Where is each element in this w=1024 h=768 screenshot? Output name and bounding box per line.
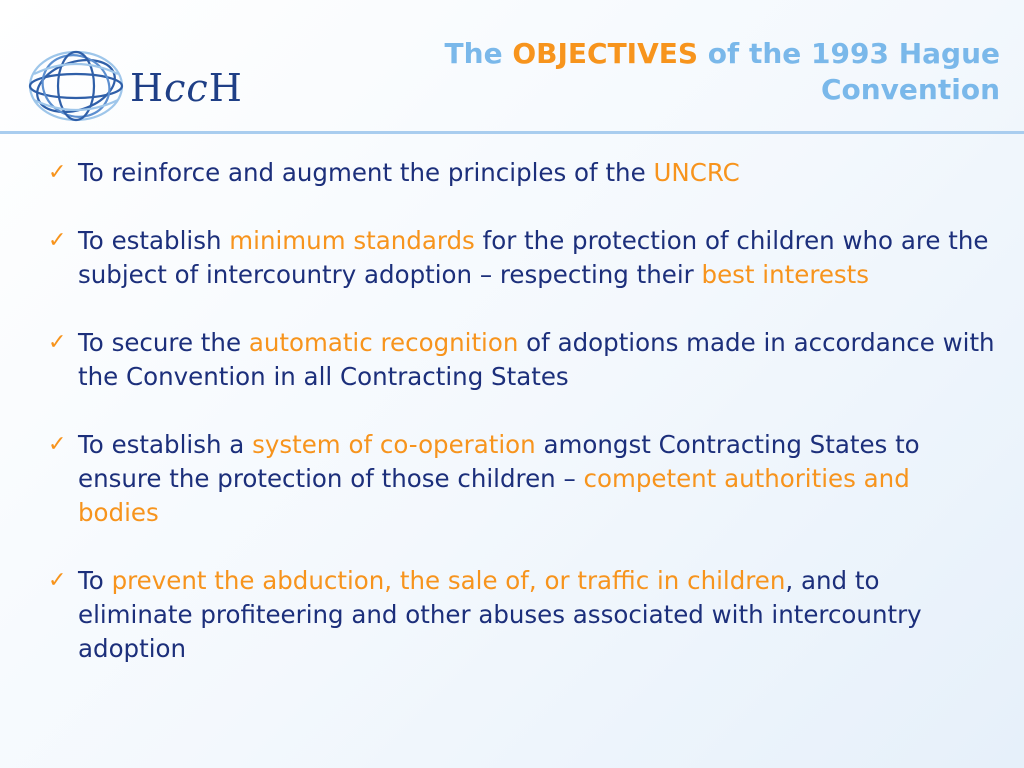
body-text: To establish [78,226,230,255]
highlight-text: automatic recognition [248,328,519,357]
checkmark-icon: ✓ [48,568,67,593]
objective-item [48,564,998,666]
checkmark-icon: ✓ [48,432,67,457]
highlight-text: system of co-operation [252,430,536,459]
checkmark-icon: ✓ [48,160,67,185]
body-text: , and to eliminate profiteering and other abuses associated with intercountry adoption [78,566,922,663]
body-text: of adoptions made in accordance with the Convention in all Contracting States [78,328,995,391]
checkmark-icon: ✓ [48,330,67,355]
globe-icon [26,44,126,128]
body-text: To secure the [78,328,249,357]
highlight-text: minimum standards [229,226,475,255]
objective-item [48,326,998,394]
slide-title: The OBJECTIVES of the 1993 Hague Convention [444,37,1000,106]
checkmark-icon: ✓ [48,228,67,253]
body-text: To [78,566,112,595]
title-divider [0,131,1024,134]
body-text: amongst Contracting States to ensure the protection of those children – [78,430,920,493]
body-text: To establish a [78,430,253,459]
highlight-text: UNCRC [653,158,740,187]
highlight-text: prevent the abduction, the sale of, or traffic in children [111,566,786,595]
objective-item [48,156,998,190]
body-text: for the protection of children who are the subject of intercountry adoption – respecting their [78,226,989,289]
logo-wordmark: HccH [130,66,243,110]
objective-item [48,428,998,530]
objective-item [48,224,998,292]
highlight-text: competent authorities and bodies [78,464,910,527]
highlight-text: best interests [701,260,870,289]
objectives-list [48,156,998,700]
hcch-logo [26,44,256,128]
body-text: To reinforce and augment the principles of the [78,158,654,187]
